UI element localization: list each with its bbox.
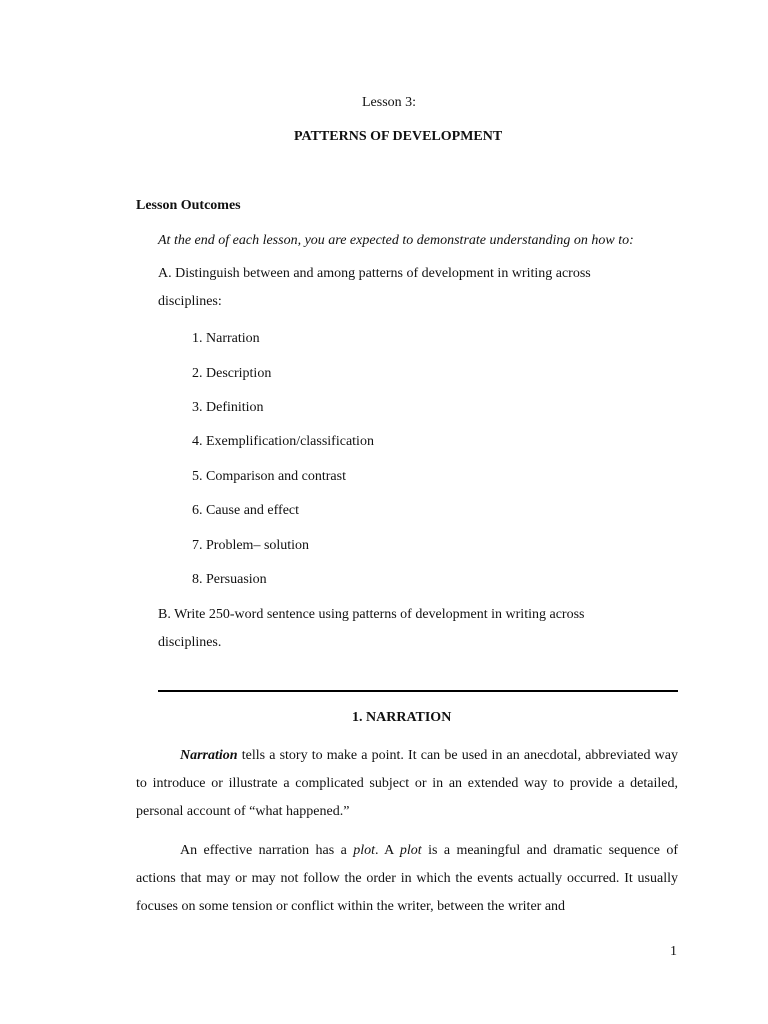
- list-item: 2. Description: [192, 366, 272, 381]
- outcomes-intro: At the end of each lesson, you are expected to demonstrate understanding on how to:: [158, 233, 634, 248]
- term-plot-2: plot: [399, 843, 422, 858]
- list-item: 1. Narration: [192, 331, 260, 346]
- para2-text-3: is a meaningful and dramatic sequence of actions that may or may not follow the order in which the events actually occurred. It usually focuses on some tension or conflict within the writer, between the writer and: [136, 843, 678, 914]
- outcome-b-line1: B. Write 250-word sentence using patterns of development in writing across: [158, 607, 585, 622]
- section-divider: [158, 690, 678, 692]
- outcome-a-line2: disciplines:: [158, 294, 222, 309]
- list-item: 6. Cause and effect: [192, 503, 300, 518]
- para2-text-1: An effective narration has a: [180, 843, 354, 858]
- narration-paragraph-2: [136, 837, 678, 921]
- lesson-label: Lesson 3:: [362, 95, 417, 110]
- term-narration: Narration: [180, 748, 238, 763]
- section-heading: 1. NARRATION: [352, 710, 452, 725]
- list-item: 5. Comparison and contrast: [192, 469, 346, 484]
- outcomes-heading: Lesson Outcomes: [136, 198, 241, 213]
- narration-paragraph-1: [136, 742, 678, 826]
- page-number: 1: [670, 944, 677, 959]
- term-plot: plot: [353, 843, 376, 858]
- outcome-b-line2: disciplines.: [158, 635, 222, 650]
- outcome-a-line1: A. Distinguish between and among patterns of development in writing across: [158, 266, 591, 281]
- para1-text: tells a story to make a point. It can be used in an anecdotal, abbreviated way to introduce or illustrate a complicated subject or in an extended way to provide a detailed, personal account of “what happened.”: [136, 748, 678, 819]
- list-item: 4. Exemplification/classification: [192, 434, 374, 449]
- para2-text-2: . A: [375, 843, 400, 858]
- page-title: PATTERNS OF DEVELOPMENT: [294, 129, 503, 144]
- list-item: 8. Persuasion: [192, 572, 267, 587]
- list-item: 7. Problem– solution: [192, 538, 310, 553]
- list-item: 3. Definition: [192, 400, 264, 415]
